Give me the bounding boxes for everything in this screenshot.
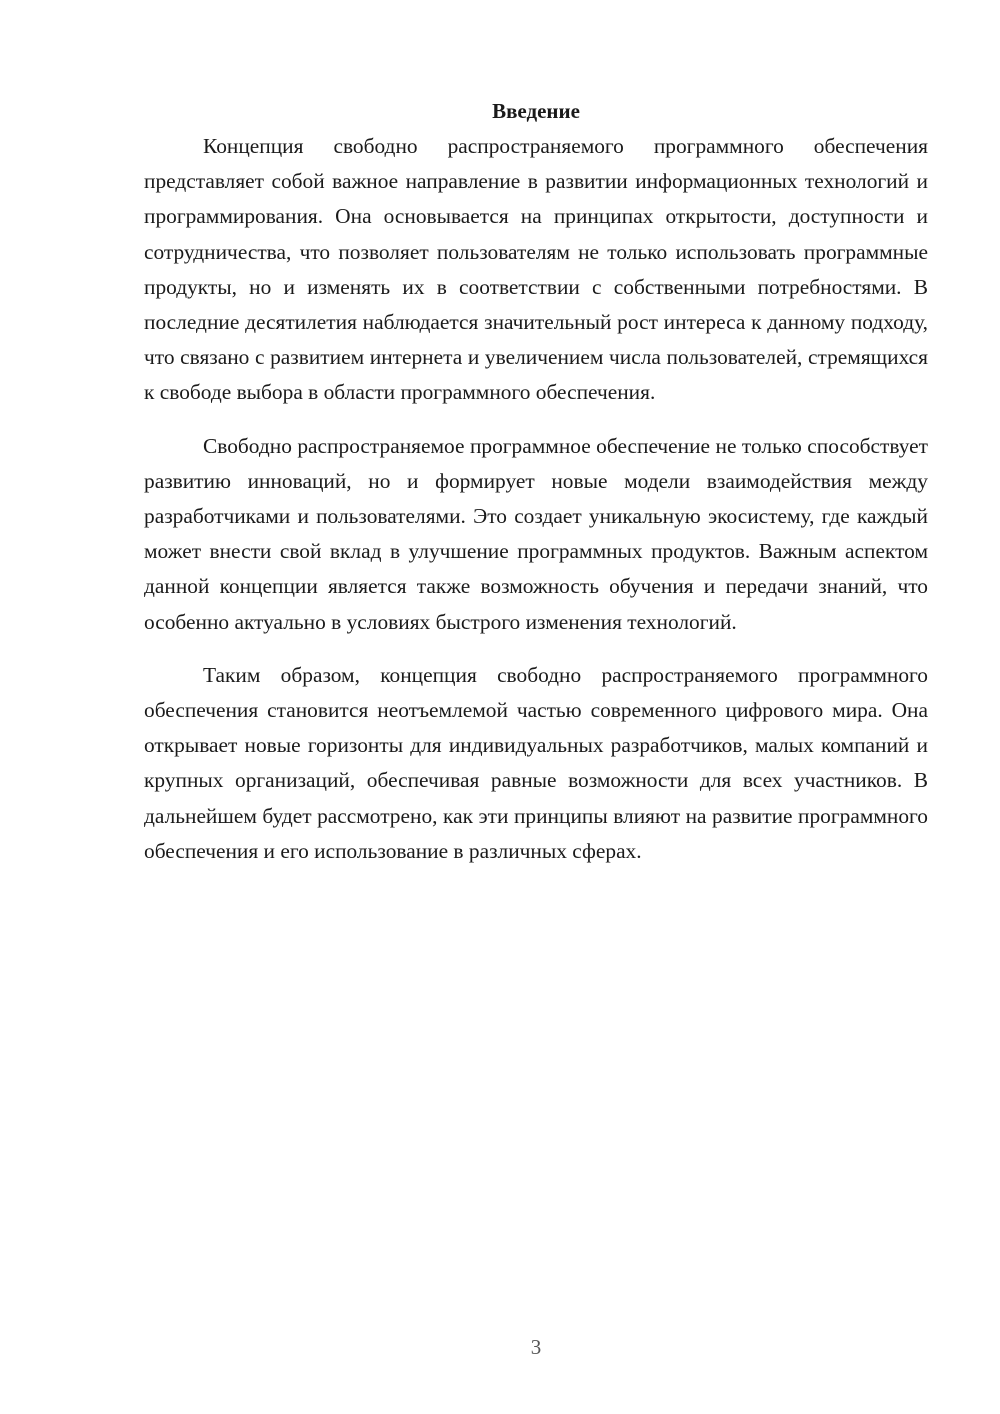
paragraph-3: Таким образом, концепция свободно распространяемого программного обеспечения становится неотъемлемой частью современного цифрового мира. Она открывает новые горизонты для индивидуальных разработчиков, малых компаний и крупных организаций, обеспечивая равные возможности для всех участников. В дальнейшем будет рассмотрено, как эти принципы влияют на развитие программного обеспечения и его использование в различных сферах. bbox=[144, 662, 928, 863]
section-heading: Введение bbox=[492, 99, 580, 123]
page-number: 3 bbox=[530, 1335, 542, 1359]
paragraph-2: Свободно распространяемое программное обеспечение не только способствует развитию инноваций, но и формирует новые модели взаимодействия между разработчиками и пользователями. Это создает уникальную экосистему, где каждый может внести свой вклад в улучшение программных продуктов. Важным аспектом данной концепции является также возможность обучения и передачи знаний, что особенно актуально в условиях быстрого изменения технологий. bbox=[144, 433, 928, 634]
page-content bbox=[144, 96, 928, 869]
paragraph-1: Концепция свободно распространяемого программного обеспечения представляет собой важное направление в развитии информационных технологий и программирования. Она основывается на принципах открытости, доступности и сотрудничества, что позволяет пользователям не только использовать программные продукты, но и изменять их в соответствии с собственными потребностями. В последние десятилетия наблюдается значительный рост интереса к данному подходу, что связано с развитием интернета и увеличением числа пользователей, стремящихся к свободе выбора в области программного обеспечения. bbox=[144, 134, 928, 405]
